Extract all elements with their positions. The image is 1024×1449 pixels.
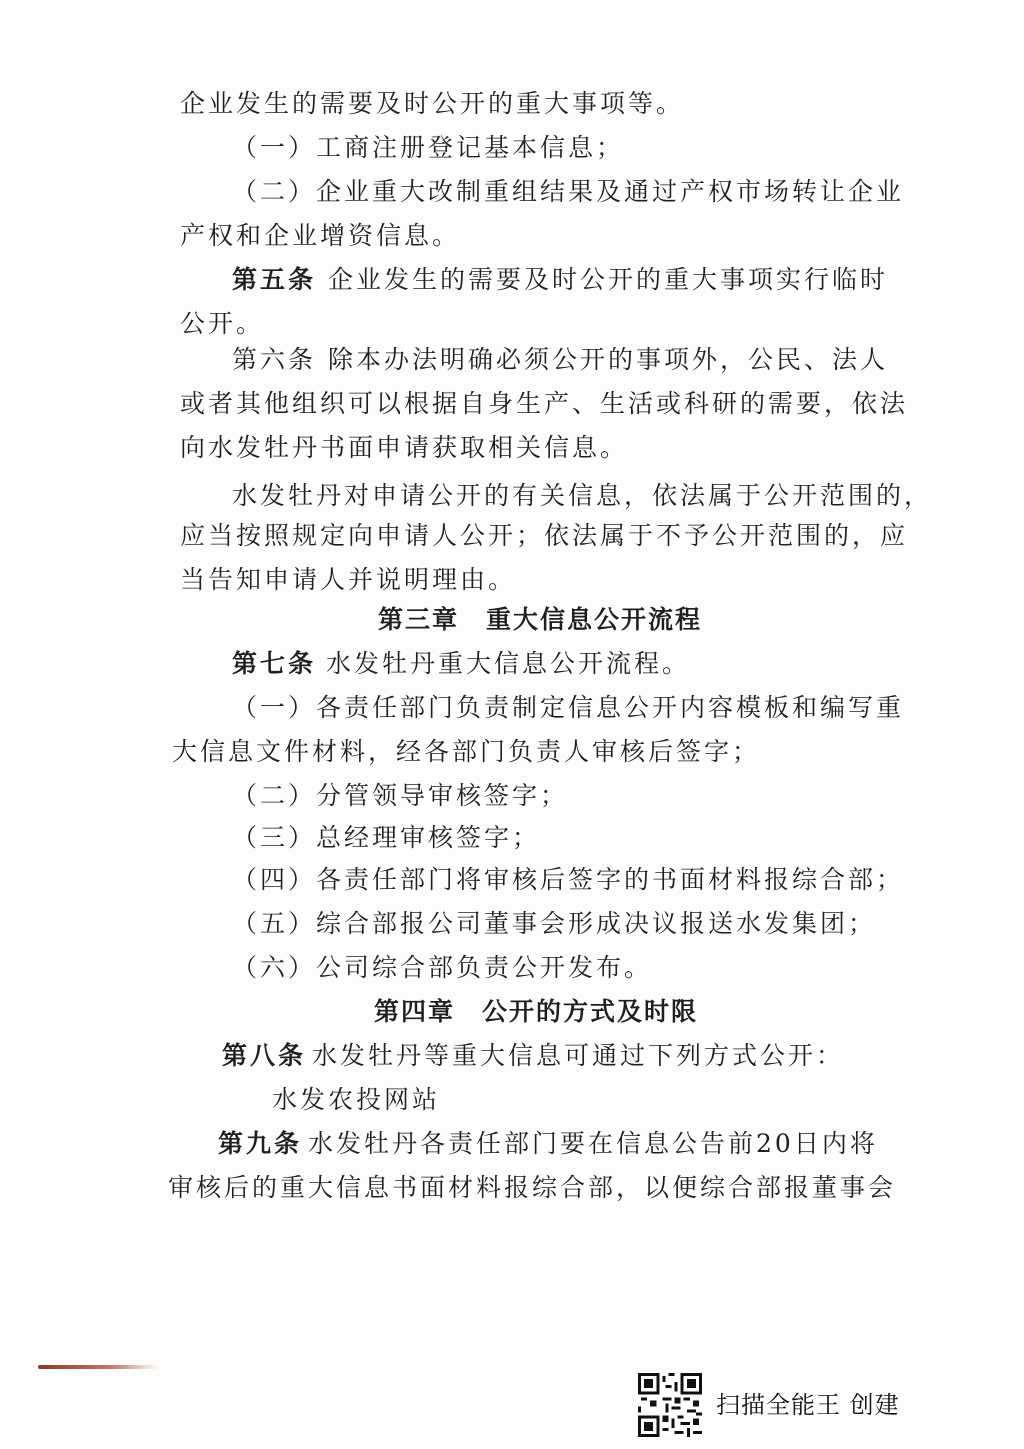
list-item: （二）分管领导审核签字；	[232, 781, 569, 810]
article-5	[232, 264, 888, 296]
text-line: 企业发生的需要及时公开的重大事项等。	[180, 89, 685, 118]
list-item: （四）各责任部门将审核后签字的书面材料报综合部；	[232, 865, 905, 894]
chapter-heading: 第四章 公开的方式及时限	[374, 997, 699, 1026]
list-item: （一）各责任部门负责制定信息公开内容模板和编写重	[232, 693, 905, 722]
article-6	[232, 344, 888, 376]
article-label: 第九条	[218, 1129, 303, 1158]
list-item: （六）公司综合部负责公开发布。	[232, 953, 653, 982]
list-item: （二）企业重大改制重组结果及通过产权市场转让企业	[232, 177, 905, 206]
text-line: 水发牡丹对申请公开的有关信息，依法属于公开范围的，	[232, 481, 933, 510]
text-line: 审核后的重大信息书面材料报综合部，以便综合部报董事会	[168, 1173, 897, 1202]
article-label: 第八条	[222, 1041, 307, 1070]
article-label: 第七条	[232, 649, 317, 678]
watermark-text: 扫描全能王 创建	[716, 1391, 900, 1419]
text-line: 当告知申请人并说明理由。	[180, 565, 517, 594]
list-item: （一）工商注册登记基本信息；	[232, 133, 625, 162]
text-line: 公开。	[180, 309, 265, 338]
scanner-watermark	[638, 1373, 918, 1439]
scan-artifact	[38, 1365, 158, 1369]
chapter-heading: 第三章 重大信息公开流程	[378, 605, 703, 634]
text-line: 水发农投网站	[272, 1085, 441, 1114]
article-9	[218, 1128, 878, 1160]
text-line: 应当按照规定向申请人公开；依法属于不予公开范围的，应	[180, 521, 909, 550]
article-label: 第六条	[232, 345, 317, 374]
article-text: 水发牡丹各责任部门要在信息公告前20日内将	[308, 1129, 878, 1158]
article-text: 水发牡丹重大信息公开流程。	[326, 649, 691, 678]
list-item: （五）综合部报公司董事会形成决议报送水发集团；	[232, 909, 877, 938]
text-line: 或者其他组织可以根据自身生产、生活或科研的需要，依法	[180, 389, 909, 418]
text-line: 产权和企业增资信息。	[180, 221, 461, 250]
article-text: 企业发生的需要及时公开的重大事项实行临时	[328, 265, 889, 294]
article-7	[232, 648, 690, 680]
qr-code-icon	[638, 1373, 702, 1437]
list-item: （三）总经理审核签字；	[232, 823, 541, 852]
article-8	[222, 1040, 844, 1072]
article-text: 水发牡丹等重大信息可通过下列方式公开：	[312, 1041, 845, 1070]
text-line: 大信息文件材料，经各部门负责人审核后签字；	[172, 737, 761, 766]
article-label: 第五条	[232, 265, 317, 294]
text-line: 向水发牡丹书面申请获取相关信息。	[180, 433, 629, 462]
article-text: 除本办法明确必须公开的事项外，公民、法人	[328, 345, 889, 374]
